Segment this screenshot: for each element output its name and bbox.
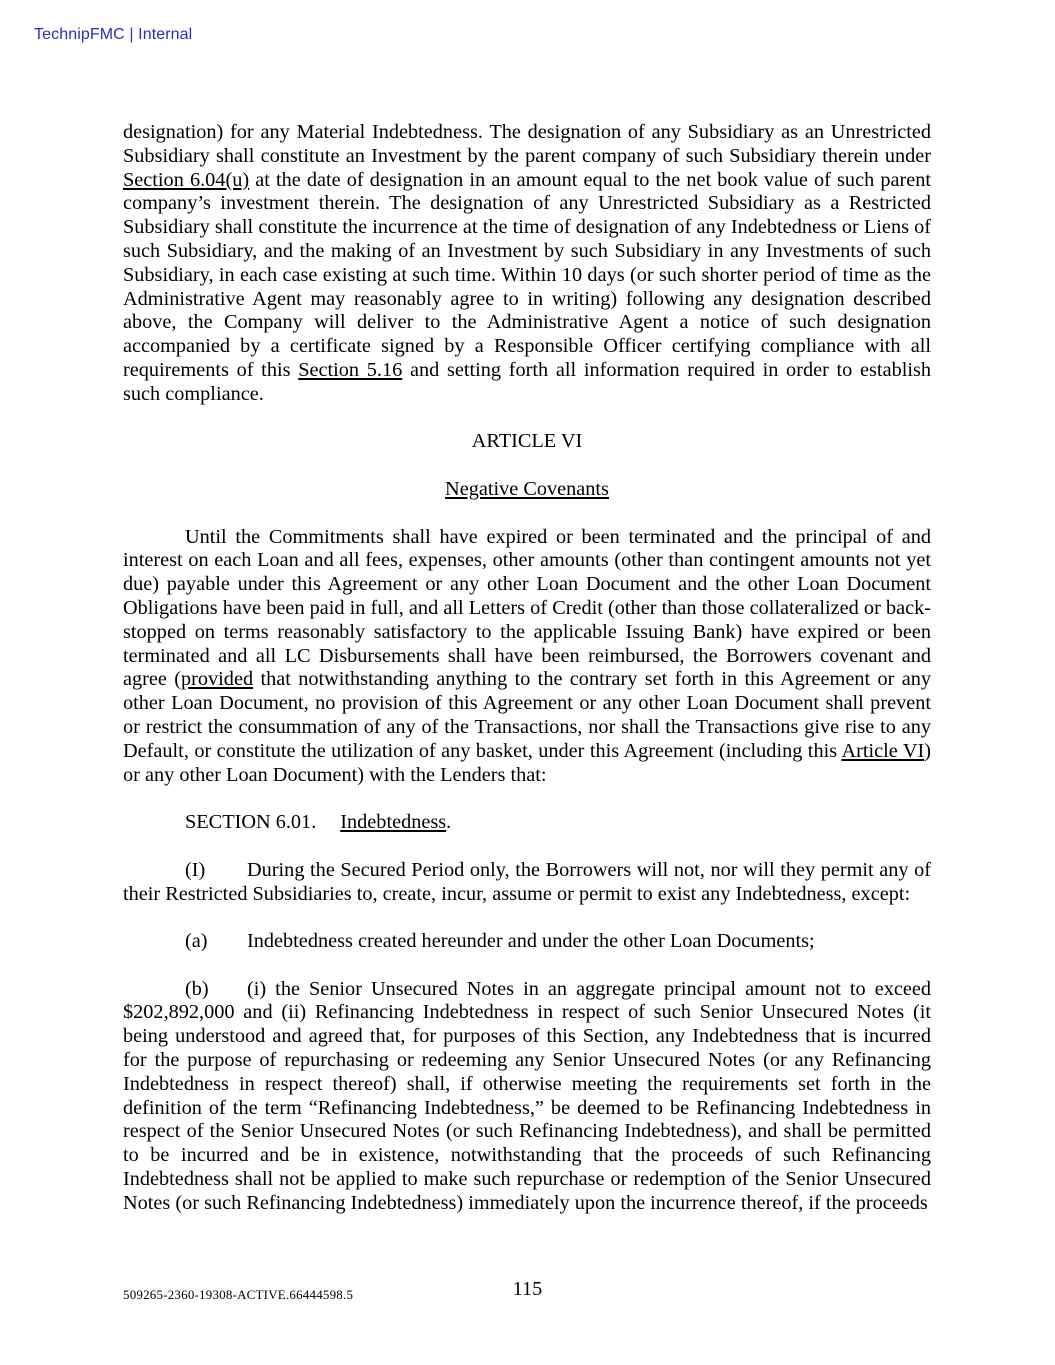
- paragraph-continuation: designation) for any Material Indebtedness. The designation of any Subsidiary as an Unrestricted Subsidiary shall constitute an Investment by the parent company of such Subsidiary therein under Section 6.04(u) at the date of designation in an amount equal to the net book value of such parent company’s investment therein. The designation of any Unrestricted Subsidiary as a Restricted Subsidiary shall constitute the incurrence at the time of designation of any Indebtedness or Liens of such Subsidiary, and the making of an Investment by such Subsidiary in any Investments of such Subsidiary, in each case existing at such time. Within 10 days (or such shorter period of time as the Administrative Agent may reasonably agree to in writing) following any designation described above, the Company will deliver to the Administrative Agent a notice of such designation accompanied by a certificate signed by a Responsible Officer certifying compliance with all requirements of this Section 5.16 and setting forth all information required in order to establish such compliance.: [123, 121, 932, 405]
- clause-a: [123, 930, 931, 954]
- clause-a-label: (a): [185, 930, 208, 953]
- clause-b-label: (b): [185, 977, 209, 1000]
- clause-b-text: (i) the Senior Unsecured Notes in an aggregate principal amount not to exceed $202,892,000 and (ii) Refinancing Indebtedness in respect of such Senior Unsecured Notes (it being understood and agreed that, for purposes of this Section, any Indebtedness that is incurred for the purpose of repurchasing or redeeming any Senior Unsecured Notes (or any Refinancing Indebtedness in respect thereof) shall, if otherwise meeting the requirements set forth in the definition of the term “Refinancing Indebtedness,” be deemed to be Refinancing Indebtedness in respect of the Senior Unsecured Notes (or such Refinancing Indebtedness), and shall be permitted to be incurred and be in existence, notwithstanding that the proceeds of such Refinancing Indebtedness shall not be applied to make such repurchase or redemption of the Senior Unsecured Notes (or such Refinancing Indebtedness) immediately upon the incurrence thereof, if the proceeds: [123, 977, 931, 1214]
- article-subheading: [123, 478, 931, 502]
- clause-I: [123, 859, 931, 907]
- page-footer: [0, 1278, 1055, 1314]
- article-subheading-text: Negative Covenants: [445, 477, 609, 500]
- section-heading: [123, 811, 931, 835]
- page-number: 115: [512, 1278, 543, 1300]
- clause-b: [123, 978, 931, 1216]
- paragraph-covenant-intro: Until the Commitments shall have expired or been terminated and the principal of and interest on each Loan and all fees, expenses, other amounts (other than contingent amounts not yet due) payable under this Agreement or any other Loan Document and the other Loan Document Obligations have been paid in full, and all Letters of Credit (other than those collateralized or back-stopped on terms reasonably satisfactory to the applicable Issuing Bank) have expired or been terminated and all LC Disbursements shall have been reimbursed, the Borrowers covenant and agree (provided that notwithstanding anything to the contrary set forth in this Agreement or any other Loan Document, no provision of this Agreement or any other Loan Document shall prevent or restrict the consummation of any of the Transactions, nor shall the Transactions give rise to any Default, or constitute the utilization of any basket, under this Agreement (including this Article VI) or any other Loan Document) with the Lenders that:: [123, 525, 931, 786]
- article-heading: ARTICLE VI: [471, 430, 583, 453]
- clause-I-text: During the Secured Period only, the Borrowers will not, nor will they permit any of their Restricted Subsidiaries to, create, incur, assume or permit to exist any Indebtedness, except:: [123, 858, 931, 905]
- clause-a-text: Indebtedness created hereunder and under the other Loan Documents;: [247, 930, 815, 953]
- clause-I-label: (I): [185, 858, 206, 881]
- document-id: 509265-2360-19308-ACTIVE.66444598.5: [123, 1287, 354, 1302]
- section-title: Indebtedness: [340, 811, 447, 834]
- section-number: SECTION 6.01.: [185, 811, 317, 834]
- section-title-suffix: .: [446, 811, 452, 834]
- document-body: [123, 121, 931, 1239]
- classification-banner: TechnipFMC | Internal: [34, 26, 193, 43]
